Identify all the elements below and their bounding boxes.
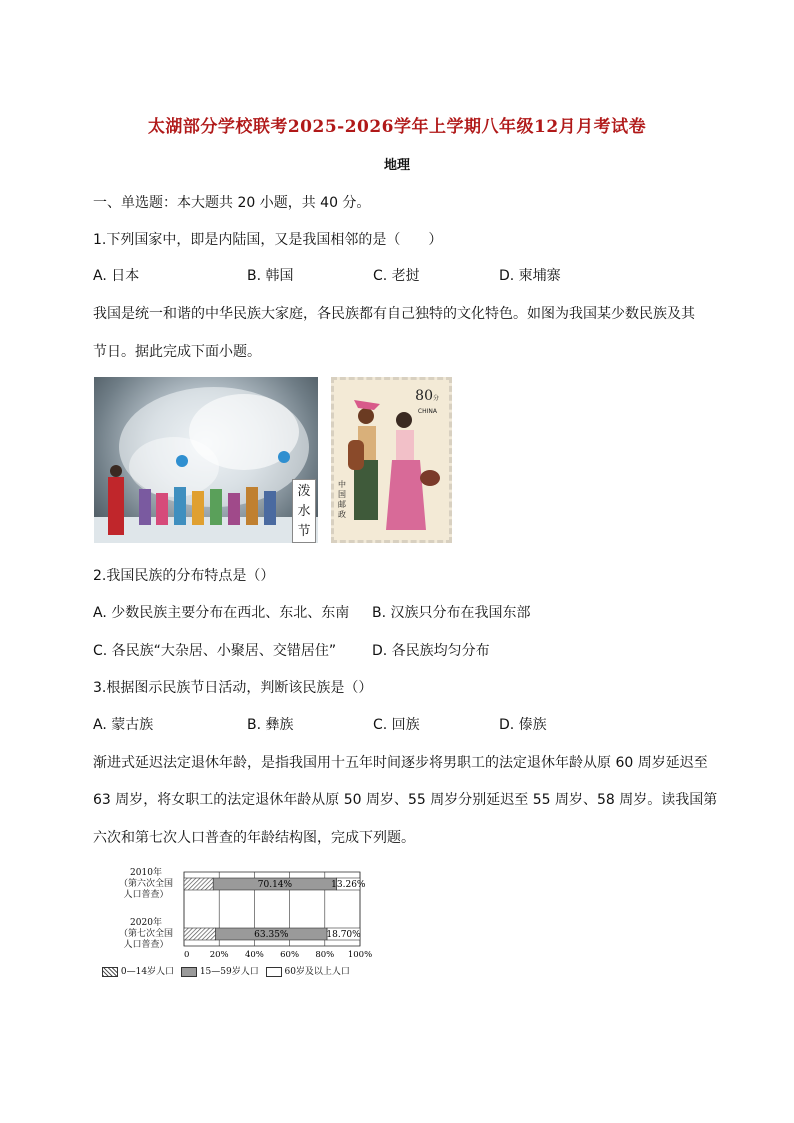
legend-swatch-hatch	[102, 967, 118, 977]
caption-char: 泼	[297, 484, 311, 499]
category-label-line: 2010年	[130, 868, 162, 878]
stamp-value-unit: 分	[432, 395, 439, 402]
section-heading: 一、单选题：本大题共 20 小题，共 40 分。	[93, 195, 371, 211]
question-2-stem: 2.我国民族的分布特点是（）	[93, 568, 275, 584]
category-label-2010	[110, 868, 182, 901]
water-festival-photo	[94, 377, 318, 543]
festival-caption-box	[292, 479, 316, 543]
stamp-post-char: 国	[338, 490, 346, 499]
x-tick-label: 100%	[347, 950, 373, 958]
stamp-value-number: 80	[415, 388, 433, 404]
x-tick-label: 40%	[244, 950, 264, 958]
x-tick-label: 0	[184, 950, 190, 958]
data-label: 13.26%	[331, 880, 366, 890]
q3-option-d: D. 傣族	[499, 717, 547, 733]
data-label: 63.35%	[254, 930, 289, 940]
q3-option-b: B. 彝族	[247, 717, 294, 733]
x-tick-label: 20%	[209, 950, 229, 958]
exam-title: 太湖部分学校联考2025-2026学年上学期八年级12月月考试卷	[147, 117, 647, 137]
data-label: 70.14%	[257, 880, 293, 890]
q1-option-c: C. 老挝	[373, 268, 420, 284]
legend-label: 60岁及以上人口	[284, 967, 350, 977]
legend-label: 15—59岁人口	[199, 967, 259, 977]
legend-label: 0—14岁人口	[120, 967, 175, 977]
passage-1-line-2: 节日。据此完成下面小题。	[93, 344, 261, 360]
data-label: 18.70%	[326, 930, 361, 940]
category-label-line: （第七次全国	[118, 929, 173, 939]
category-label-line: （第六次全国	[118, 879, 173, 889]
legend-swatch-gray	[181, 967, 197, 977]
q2-option-a: A. 少数民族主要分布在西北、东北、东南	[93, 605, 350, 621]
stamp-post-char: 邮	[338, 500, 346, 509]
category-label-line: 人口普查）	[123, 940, 169, 950]
subject-label: 地理	[383, 158, 410, 173]
caption-char: 节	[297, 524, 311, 539]
q3-option-c: C. 回族	[373, 717, 420, 733]
stamp-country: CHINA	[417, 408, 437, 415]
category-label-2020	[110, 918, 182, 951]
caption-char: 水	[297, 504, 311, 519]
q1-option-b: B. 韩国	[247, 268, 294, 284]
passage-2-line-1: 渐进式延迟法定退休年龄，是指我国用十五年时间逐步将男职工的法定退休年龄从原 60 周岁延迟至	[93, 755, 708, 771]
category-label-line: 2020年	[130, 918, 162, 928]
question-3-stem: 3.根据图示民族节日活动，判断该民族是（）	[93, 680, 373, 696]
q2-option-b: B. 汉族只分布在我国东部	[372, 605, 531, 621]
age-chart-plot	[180, 868, 470, 958]
stamp-post-char: 政	[338, 510, 346, 519]
question-1-stem: 1.下列国家中，即是内陆国，又是我国相邻的是（ ）	[93, 232, 443, 248]
x-tick-label: 60%	[280, 950, 300, 958]
q1-option-d: D. 柬埔寨	[499, 268, 561, 284]
category-label-line: 人口普查）	[123, 890, 169, 900]
dai-stamp	[331, 377, 452, 543]
passage-2-line-2: 63 周岁，将女职工的法定退休年龄从原 50 周岁、55 周岁分别延迟至 55 周岁、58 周岁。读我国第	[93, 792, 718, 808]
passage-2-line-3: 六次和第七次人口普查的年龄结构图，完成下列题。	[93, 830, 415, 846]
bar-segment	[184, 928, 216, 940]
q1-option-a: A. 日本	[93, 268, 140, 284]
q2-option-c: C. 各民族“大杂居、小聚居、交错居住”	[93, 643, 337, 659]
water-festival-illustration	[94, 377, 318, 543]
q2-option-d: D. 各民族均匀分布	[372, 643, 490, 659]
stamp-dancers-illustration	[334, 380, 449, 540]
stamp-value	[415, 388, 439, 404]
bar-segment	[184, 878, 213, 890]
chart-legend	[102, 964, 350, 977]
passage-1-line-1: 我国是统一和谐的中华民族大家庭，各民族都有自己独特的文化特色。如图为我国某少数民族及其	[93, 306, 695, 322]
legend-swatch-white	[266, 967, 282, 977]
q3-option-a: A. 蒙古族	[93, 717, 154, 733]
stamp-post-label	[338, 480, 348, 520]
x-tick-label: 80%	[315, 950, 335, 958]
stamp-post-char: 中	[338, 480, 346, 489]
